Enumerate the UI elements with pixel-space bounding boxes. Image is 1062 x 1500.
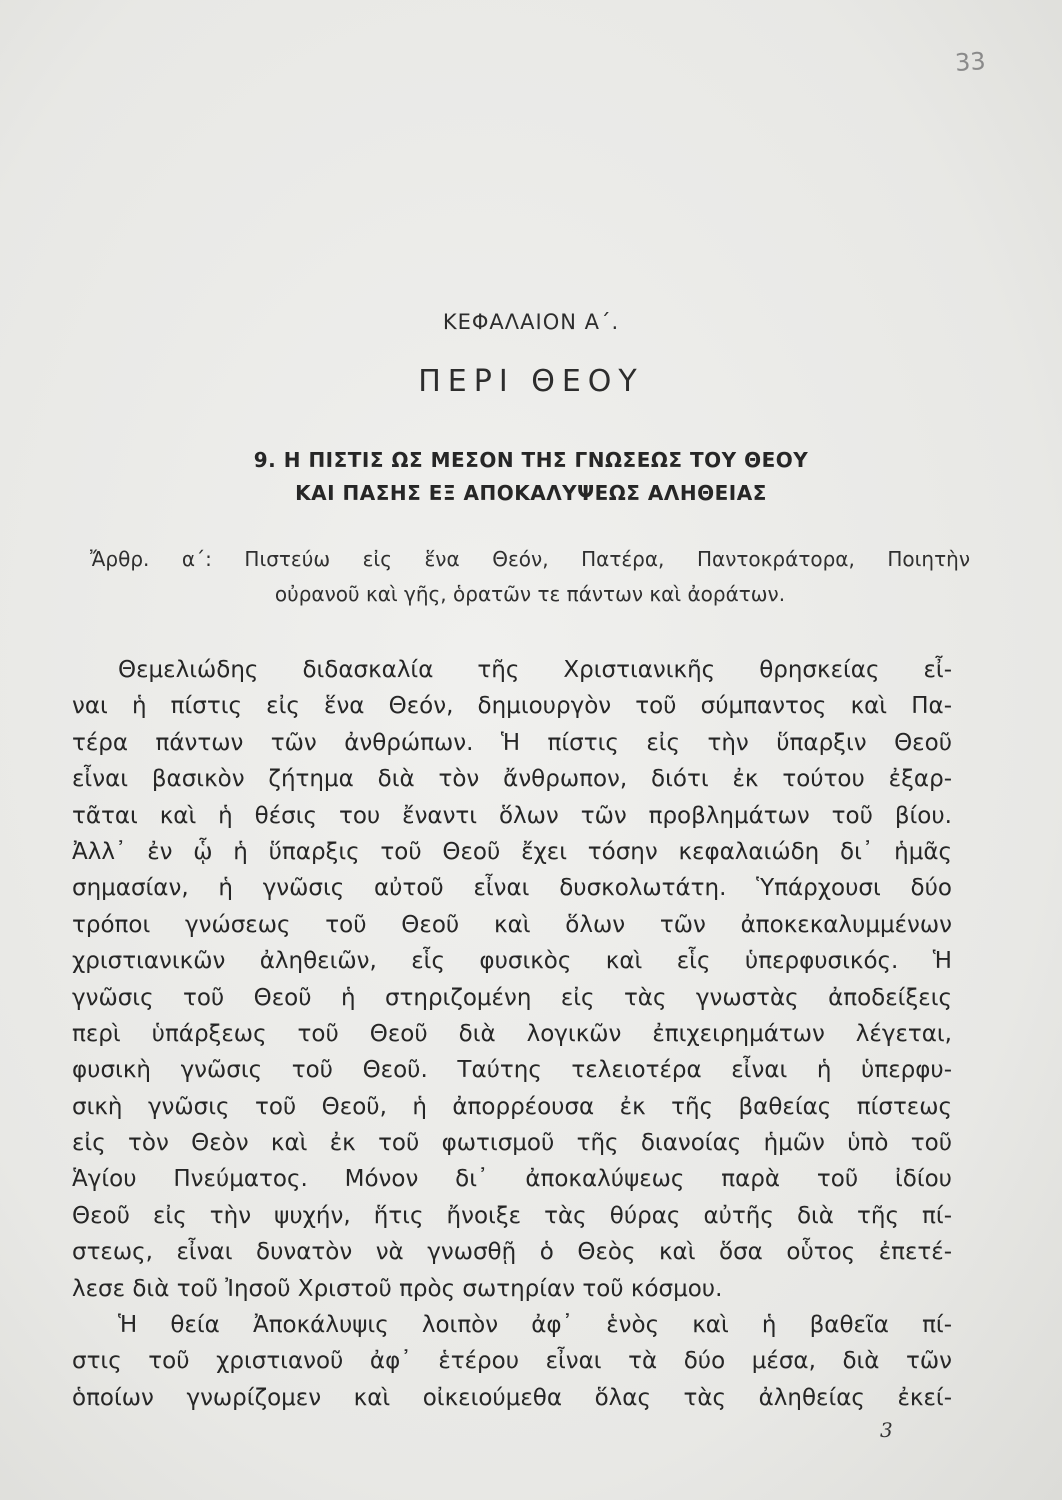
body-line: φυσικὴ γνῶσις τοῦ Θεοῦ. Ταύτης τελειοτέρα εἶναι ἡ ὑπερφυ- [72, 1057, 952, 1084]
body-line: ναι ἡ πίστις εἰς ἕνα Θεόν, δημιουργὸν τοῦ σύμπαντος καὶ Πα- [72, 693, 952, 720]
body-line: Ἁγίου Πνεύματος. Μόνον δι᾽ ἀποκαλύψεως παρὰ τοῦ ἰδίου [72, 1166, 952, 1193]
body-line: σικὴ γνῶσις τοῦ Θεοῦ, ἡ ἀπορρέουσα ἐκ τῆς βαθείας πίστεως [72, 1093, 952, 1120]
body-line: Θεοῦ εἰς τὴν ψυχήν, ἥτις ἤνοιξε τὰς θύρας αὐτῆς διὰ τῆς πί- [72, 1202, 952, 1229]
body-line: τέρα πάντων τῶν ἀνθρώπων. Ἡ πίστις εἰς τὴν ὕπαρξιν Θεοῦ [72, 729, 952, 756]
bleed-through-text [90, 130, 970, 232]
body-line: εἰς τὸν Θεὸν καὶ ἐκ τοῦ φωτισμοῦ τῆς διανοίας ἡμῶν ὑπὸ τοῦ [72, 1130, 952, 1157]
section-heading-line-2: ΚΑΙ ΠΑΣΗΣ ΕΞ ΑΠΟΚΑΛΥΨΕΩΣ ΑΛΗΘΕΙΑΣ [295, 481, 767, 505]
body-text [72, 652, 952, 1416]
margin-note: 33 [954, 46, 987, 78]
creed-article-line-2: οὐρανοῦ καὶ γῆς, ὁρατῶν τε πάντων καὶ ἀοράτων. [274, 582, 786, 606]
creed-article-line-1: Ἄρθρ. α΄: Πιστεύω εἰς ἕνα Θεόν, Πατέρα, Παντοκράτορα, Ποιητὴν [90, 547, 970, 571]
body-line: χριστιανικῶν ἀληθειῶν, εἷς φυσικὸς καὶ εἷς ὑπερφυσικός. Ἡ [72, 948, 952, 975]
body-line: περὶ ὑπάρξεως τοῦ Θεοῦ διὰ λογικῶν ἐπιχειρημάτων λέγεται, [72, 1020, 952, 1047]
chapter-label: ΚΕΦΑΛΑΙΟΝ Α΄. [442, 310, 620, 334]
body-line: στεως, εἶναι δυνατὸν νὰ γνωσθῇ ὁ Θεὸς καὶ ὅσα οὗτος ἐπετέ- [72, 1239, 952, 1266]
page-title: ΠΕΡΙ ΘΕΟΥ [418, 364, 644, 399]
body-line: τρόποι γνώσεως τοῦ Θεοῦ καὶ ὅλων τῶν ἀποκεκαλυμμένων [72, 911, 952, 938]
body-line: γνῶσις τοῦ Θεοῦ ἡ στηριζομένη εἰς τὰς γνωστὰς ἀποδείξεις [72, 984, 952, 1011]
section-heading-line-1: 9. Η ΠΙΣΤΙΣ ΩΣ ΜΕΣΟΝ ΤΗΣ ΓΝΩΣΕΩΣ ΤΟΥ ΘΕΟΥ [253, 448, 809, 472]
body-line: τᾶται καὶ ἡ θέσις του ἔναντι ὅλων τῶν προβλημάτων τοῦ βίου. [72, 802, 952, 829]
body-line: Ἀλλ᾽ ἐν ᾧ ἡ ὕπαρξις τοῦ Θεοῦ ἔχει τόσην κεφαλαιώδη δι᾽ ἡμᾶς [72, 838, 952, 865]
creed-article [90, 547, 970, 614]
body-line: σημασίαν, ἡ γνῶσις αὐτοῦ εἶναι δυσκολωτάτη. Ὑπάρχουσι δύο [72, 875, 952, 902]
body-line: ὁποίων γνωρίζομεν καὶ οἰκειούμεθα ὅλας τὰς ἀληθείας ἐκεί- [72, 1384, 952, 1411]
body-line: εἶναι βασικὸν ζήτημα διὰ τὸν ἄνθρωπον, διότι ἐκ τούτου ἐξαρ- [72, 766, 952, 793]
body-line: Ἡ θεία Ἀποκάλυψις λοιπὸν ἀφ᾽ ἑνὸς καὶ ἡ βαθεῖα πί- [118, 1312, 952, 1339]
body-line: Θεμελιώδης διδασκαλία τῆς Χριστιανικῆς θρησκείας εἶ- [118, 657, 952, 683]
page-number: 3 [880, 1418, 893, 1442]
body-line: στις τοῦ χριστιανοῦ ἀφ᾽ ἑτέρου εἶναι τὰ δύο μέσα, διὰ τῶν [72, 1348, 952, 1375]
body-line: λεσε διὰ τοῦ Ἰησοῦ Χριστοῦ πρὸς σωτηρίαν τοῦ κόσμου. [72, 1275, 723, 1302]
